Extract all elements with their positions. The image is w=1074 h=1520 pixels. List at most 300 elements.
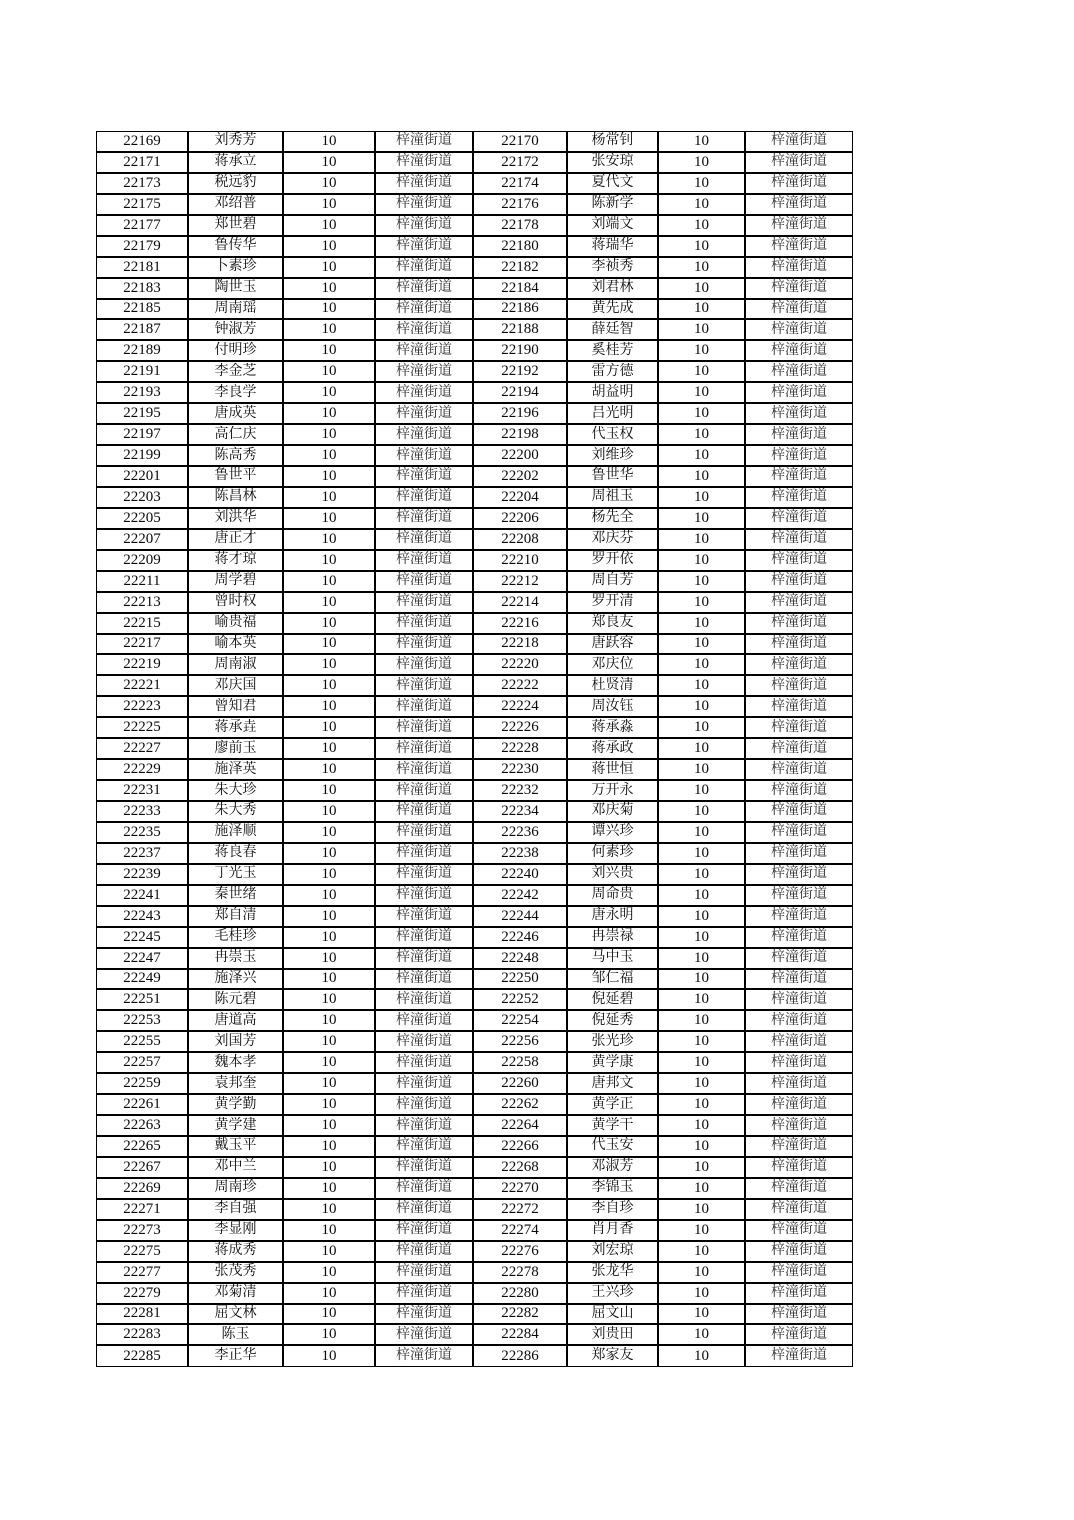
cell-value: 10 xyxy=(658,571,745,592)
cell-id: 22277 xyxy=(96,1262,188,1283)
cell-district: 梓潼街道 xyxy=(745,613,853,634)
cell-name: 曾时权 xyxy=(188,592,283,613)
cell-value: 10 xyxy=(658,1345,745,1367)
cell-id: 22255 xyxy=(96,1031,188,1052)
cell-district: 梓潼街道 xyxy=(375,194,473,215)
cell-name: 周学碧 xyxy=(188,571,283,592)
cell-value: 10 xyxy=(658,738,745,759)
cell-id: 22232 xyxy=(473,780,567,801)
cell-name: 屈文山 xyxy=(567,1304,658,1325)
table-row xyxy=(96,738,853,759)
cell-value: 10 xyxy=(283,1241,375,1262)
cell-value: 10 xyxy=(283,1304,375,1325)
cell-district: 梓潼街道 xyxy=(745,152,853,173)
cell-name: 唐正才 xyxy=(188,529,283,550)
table-row xyxy=(96,948,853,969)
cell-id: 22193 xyxy=(96,382,188,403)
cell-district: 梓潼街道 xyxy=(745,1178,853,1199)
table-row xyxy=(96,1073,853,1094)
cell-value: 10 xyxy=(283,131,375,152)
cell-name: 李正华 xyxy=(188,1345,283,1367)
cell-value: 10 xyxy=(283,885,375,906)
table-row xyxy=(96,173,853,194)
cell-id: 22177 xyxy=(96,215,188,236)
cell-value: 10 xyxy=(658,948,745,969)
cell-name: 蒋成秀 xyxy=(188,1241,283,1262)
cell-district: 梓潼街道 xyxy=(745,927,853,948)
cell-district: 梓潼街道 xyxy=(375,717,473,738)
cell-district: 梓潼街道 xyxy=(375,1220,473,1241)
cell-district: 梓潼街道 xyxy=(375,1178,473,1199)
cell-id: 22261 xyxy=(96,1094,188,1115)
cell-value: 10 xyxy=(283,382,375,403)
cell-value: 10 xyxy=(283,1157,375,1178)
table-row xyxy=(96,1220,853,1241)
cell-value: 10 xyxy=(283,403,375,424)
cell-value: 10 xyxy=(658,989,745,1010)
cell-name: 冉崇禄 xyxy=(567,927,658,948)
cell-value: 10 xyxy=(658,1031,745,1052)
cell-id: 22234 xyxy=(473,801,567,822)
cell-district: 梓潼街道 xyxy=(745,1136,853,1157)
cell-district: 梓潼街道 xyxy=(375,152,473,173)
cell-id: 22244 xyxy=(473,906,567,927)
cell-name: 郑自清 xyxy=(188,906,283,927)
cell-value: 10 xyxy=(283,675,375,696)
cell-id: 22221 xyxy=(96,675,188,696)
cell-value: 10 xyxy=(658,696,745,717)
cell-name: 张光珍 xyxy=(567,1031,658,1052)
cell-id: 22183 xyxy=(96,278,188,299)
cell-district: 梓潼街道 xyxy=(745,466,853,487)
cell-id: 22182 xyxy=(473,257,567,278)
cell-name: 邓庆位 xyxy=(567,654,658,675)
table-row xyxy=(96,1283,853,1304)
cell-district: 梓潼街道 xyxy=(375,319,473,340)
cell-district: 梓潼街道 xyxy=(375,696,473,717)
cell-name: 倪延碧 xyxy=(567,989,658,1010)
table-row xyxy=(96,529,853,550)
cell-id: 22281 xyxy=(96,1304,188,1325)
cell-id: 22254 xyxy=(473,1010,567,1031)
table-row xyxy=(96,1324,853,1345)
cell-name: 刘贵田 xyxy=(567,1324,658,1345)
cell-district: 梓潼街道 xyxy=(745,571,853,592)
cell-value: 10 xyxy=(658,1241,745,1262)
table-row xyxy=(96,801,853,822)
cell-value: 10 xyxy=(283,759,375,780)
cell-name: 邓庆国 xyxy=(188,675,283,696)
cell-id: 22222 xyxy=(473,675,567,696)
cell-id: 22283 xyxy=(96,1324,188,1345)
cell-district: 梓潼街道 xyxy=(375,278,473,299)
cell-value: 10 xyxy=(283,592,375,613)
table-row xyxy=(96,382,853,403)
cell-name: 卜素珍 xyxy=(188,257,283,278)
cell-id: 22200 xyxy=(473,445,567,466)
cell-value: 10 xyxy=(658,780,745,801)
cell-district: 梓潼街道 xyxy=(375,927,473,948)
cell-name: 蒋承立 xyxy=(188,152,283,173)
cell-value: 10 xyxy=(658,801,745,822)
cell-district: 梓潼街道 xyxy=(375,403,473,424)
cell-id: 22269 xyxy=(96,1178,188,1199)
cell-name: 邓菊清 xyxy=(188,1283,283,1304)
cell-name: 刘宏琼 xyxy=(567,1241,658,1262)
cell-district: 梓潼街道 xyxy=(375,257,473,278)
cell-value: 10 xyxy=(283,738,375,759)
cell-id: 22174 xyxy=(473,173,567,194)
cell-name: 代玉安 xyxy=(567,1136,658,1157)
cell-district: 梓潼街道 xyxy=(745,278,853,299)
table-row xyxy=(96,1052,853,1073)
cell-district: 梓潼街道 xyxy=(745,1304,853,1325)
table-row xyxy=(96,634,853,655)
cell-value: 10 xyxy=(283,654,375,675)
cell-name: 刘秀芳 xyxy=(188,131,283,152)
cell-id: 22248 xyxy=(473,948,567,969)
cell-district: 梓潼街道 xyxy=(745,696,853,717)
cell-district: 梓潼街道 xyxy=(745,969,853,990)
cell-district: 梓潼街道 xyxy=(745,382,853,403)
table-row xyxy=(96,906,853,927)
cell-id: 22219 xyxy=(96,654,188,675)
cell-district: 梓潼街道 xyxy=(745,236,853,257)
cell-name: 邓庆芬 xyxy=(567,529,658,550)
cell-value: 10 xyxy=(283,1010,375,1031)
cell-name: 唐邦文 xyxy=(567,1073,658,1094)
cell-id: 22189 xyxy=(96,340,188,361)
cell-district: 梓潼街道 xyxy=(375,550,473,571)
cell-name: 邓庆菊 xyxy=(567,801,658,822)
table-row xyxy=(96,1241,853,1262)
cell-name: 马中玉 xyxy=(567,948,658,969)
cell-district: 梓潼街道 xyxy=(375,299,473,320)
cell-district: 梓潼街道 xyxy=(745,319,853,340)
cell-id: 22192 xyxy=(473,361,567,382)
cell-district: 梓潼街道 xyxy=(745,1010,853,1031)
cell-id: 22266 xyxy=(473,1136,567,1157)
cell-value: 10 xyxy=(283,1220,375,1241)
table-row xyxy=(96,508,853,529)
cell-district: 梓潼街道 xyxy=(745,487,853,508)
cell-id: 22227 xyxy=(96,738,188,759)
cell-value: 10 xyxy=(283,634,375,655)
cell-value: 10 xyxy=(283,508,375,529)
cell-id: 22231 xyxy=(96,780,188,801)
roster-table-container xyxy=(96,131,853,1367)
cell-district: 梓潼街道 xyxy=(375,445,473,466)
cell-id: 22242 xyxy=(473,885,567,906)
cell-id: 22194 xyxy=(473,382,567,403)
cell-value: 10 xyxy=(283,319,375,340)
cell-id: 22214 xyxy=(473,592,567,613)
cell-value: 10 xyxy=(658,1304,745,1325)
cell-name: 李祯秀 xyxy=(567,257,658,278)
cell-id: 22211 xyxy=(96,571,188,592)
cell-district: 梓潼街道 xyxy=(375,1283,473,1304)
cell-value: 10 xyxy=(283,299,375,320)
cell-id: 22285 xyxy=(96,1345,188,1367)
cell-id: 22270 xyxy=(473,1178,567,1199)
cell-id: 22247 xyxy=(96,948,188,969)
cell-value: 10 xyxy=(658,445,745,466)
cell-name: 谭兴珍 xyxy=(567,822,658,843)
cell-id: 22274 xyxy=(473,1220,567,1241)
cell-name: 鲁世华 xyxy=(567,466,658,487)
cell-district: 梓潼街道 xyxy=(745,1283,853,1304)
table-row xyxy=(96,843,853,864)
cell-value: 10 xyxy=(658,215,745,236)
table-row xyxy=(96,403,853,424)
cell-id: 22170 xyxy=(473,131,567,152)
cell-name: 夏代文 xyxy=(567,173,658,194)
cell-district: 梓潼街道 xyxy=(745,340,853,361)
cell-name: 鲁世平 xyxy=(188,466,283,487)
cell-id: 22225 xyxy=(96,717,188,738)
cell-value: 10 xyxy=(283,236,375,257)
cell-name: 郑世碧 xyxy=(188,215,283,236)
cell-id: 22276 xyxy=(473,1241,567,1262)
cell-district: 梓潼街道 xyxy=(375,1052,473,1073)
table-row xyxy=(96,1010,853,1031)
cell-name: 屈文林 xyxy=(188,1304,283,1325)
cell-name: 黄学康 xyxy=(567,1052,658,1073)
cell-name: 刘国芳 xyxy=(188,1031,283,1052)
cell-value: 10 xyxy=(658,1115,745,1136)
cell-district: 梓潼街道 xyxy=(375,215,473,236)
cell-district: 梓潼街道 xyxy=(745,1052,853,1073)
cell-name: 罗开依 xyxy=(567,550,658,571)
table-row xyxy=(96,927,853,948)
cell-id: 22262 xyxy=(473,1094,567,1115)
cell-id: 22264 xyxy=(473,1115,567,1136)
table-row xyxy=(96,152,853,173)
cell-district: 梓潼街道 xyxy=(375,613,473,634)
cell-value: 10 xyxy=(658,236,745,257)
cell-district: 梓潼街道 xyxy=(375,822,473,843)
table-row xyxy=(96,1345,853,1367)
cell-district: 梓潼街道 xyxy=(745,173,853,194)
cell-name: 周自芳 xyxy=(567,571,658,592)
cell-district: 梓潼街道 xyxy=(375,906,473,927)
cell-district: 梓潼街道 xyxy=(745,822,853,843)
cell-value: 10 xyxy=(283,1199,375,1220)
cell-name: 李显刚 xyxy=(188,1220,283,1241)
cell-id: 22215 xyxy=(96,613,188,634)
cell-district: 梓潼街道 xyxy=(745,634,853,655)
cell-value: 10 xyxy=(283,1283,375,1304)
cell-id: 22251 xyxy=(96,989,188,1010)
cell-name: 朱大珍 xyxy=(188,780,283,801)
cell-district: 梓潼街道 xyxy=(745,529,853,550)
cell-id: 22249 xyxy=(96,969,188,990)
cell-name: 施泽英 xyxy=(188,759,283,780)
cell-name: 吕光明 xyxy=(567,403,658,424)
cell-name: 陈新学 xyxy=(567,194,658,215)
cell-id: 22181 xyxy=(96,257,188,278)
cell-value: 10 xyxy=(658,319,745,340)
cell-district: 梓潼街道 xyxy=(375,654,473,675)
cell-district: 梓潼街道 xyxy=(375,131,473,152)
table-row xyxy=(96,278,853,299)
cell-value: 10 xyxy=(283,257,375,278)
cell-name: 周南淑 xyxy=(188,654,283,675)
table-row xyxy=(96,822,853,843)
cell-district: 梓潼街道 xyxy=(375,1136,473,1157)
cell-value: 10 xyxy=(658,361,745,382)
cell-name: 陈元碧 xyxy=(188,989,283,1010)
cell-id: 22220 xyxy=(473,654,567,675)
cell-value: 10 xyxy=(283,487,375,508)
cell-value: 10 xyxy=(658,1324,745,1345)
cell-value: 10 xyxy=(283,424,375,445)
cell-name: 张安琼 xyxy=(567,152,658,173)
cell-district: 梓潼街道 xyxy=(375,969,473,990)
cell-value: 10 xyxy=(658,550,745,571)
cell-district: 梓潼街道 xyxy=(375,1031,473,1052)
cell-name: 喻本英 xyxy=(188,634,283,655)
cell-name: 唐永明 xyxy=(567,906,658,927)
table-row xyxy=(96,759,853,780)
cell-id: 22240 xyxy=(473,864,567,885)
cell-name: 袁邦奎 xyxy=(188,1073,283,1094)
table-row xyxy=(96,1178,853,1199)
cell-district: 梓潼街道 xyxy=(375,885,473,906)
cell-name: 丁光玉 xyxy=(188,864,283,885)
cell-id: 22282 xyxy=(473,1304,567,1325)
cell-name: 付明珍 xyxy=(188,340,283,361)
cell-district: 梓潼街道 xyxy=(375,340,473,361)
cell-value: 10 xyxy=(283,529,375,550)
cell-name: 郑良友 xyxy=(567,613,658,634)
cell-district: 梓潼街道 xyxy=(375,989,473,1010)
cell-id: 22203 xyxy=(96,487,188,508)
cell-id: 22175 xyxy=(96,194,188,215)
cell-id: 22235 xyxy=(96,822,188,843)
cell-district: 梓潼街道 xyxy=(745,592,853,613)
cell-id: 22229 xyxy=(96,759,188,780)
cell-value: 10 xyxy=(658,969,745,990)
cell-id: 22201 xyxy=(96,466,188,487)
cell-district: 梓潼街道 xyxy=(745,403,853,424)
table-row xyxy=(96,1094,853,1115)
cell-district: 梓潼街道 xyxy=(375,738,473,759)
cell-value: 10 xyxy=(283,1094,375,1115)
cell-name: 周祖玉 xyxy=(567,487,658,508)
cell-name: 倪延秀 xyxy=(567,1010,658,1031)
cell-name: 蒋瑞华 xyxy=(567,236,658,257)
cell-id: 22238 xyxy=(473,843,567,864)
cell-name: 税远豹 xyxy=(188,173,283,194)
cell-value: 10 xyxy=(658,340,745,361)
cell-value: 10 xyxy=(658,1283,745,1304)
cell-value: 10 xyxy=(283,340,375,361)
cell-value: 10 xyxy=(283,466,375,487)
table-row xyxy=(96,1262,853,1283)
cell-name: 廖前玉 xyxy=(188,738,283,759)
cell-value: 10 xyxy=(658,1136,745,1157)
cell-district: 梓潼街道 xyxy=(375,382,473,403)
cell-value: 10 xyxy=(283,1073,375,1094)
cell-id: 22237 xyxy=(96,843,188,864)
cell-district: 梓潼街道 xyxy=(745,654,853,675)
cell-district: 梓潼街道 xyxy=(375,173,473,194)
cell-district: 梓潼街道 xyxy=(375,759,473,780)
cell-id: 22239 xyxy=(96,864,188,885)
cell-district: 梓潼街道 xyxy=(745,1262,853,1283)
cell-id: 22258 xyxy=(473,1052,567,1073)
cell-district: 梓潼街道 xyxy=(375,571,473,592)
cell-district: 梓潼街道 xyxy=(745,989,853,1010)
cell-name: 朱大秀 xyxy=(188,801,283,822)
cell-district: 梓潼街道 xyxy=(375,1324,473,1345)
table-row xyxy=(96,654,853,675)
cell-id: 22265 xyxy=(96,1136,188,1157)
table-row xyxy=(96,550,853,571)
cell-name: 杨常钊 xyxy=(567,131,658,152)
cell-name: 黄先成 xyxy=(567,299,658,320)
cell-name: 刘兴贵 xyxy=(567,864,658,885)
cell-name: 刘洪华 xyxy=(188,508,283,529)
cell-value: 10 xyxy=(283,361,375,382)
cell-district: 梓潼街道 xyxy=(375,1157,473,1178)
cell-value: 10 xyxy=(658,1220,745,1241)
cell-id: 22275 xyxy=(96,1241,188,1262)
table-row xyxy=(96,675,853,696)
cell-district: 梓潼街道 xyxy=(745,759,853,780)
cell-id: 22223 xyxy=(96,696,188,717)
cell-id: 22169 xyxy=(96,131,188,152)
cell-name: 刘端文 xyxy=(567,215,658,236)
cell-name: 施泽顺 xyxy=(188,822,283,843)
cell-value: 10 xyxy=(658,1052,745,1073)
cell-name: 李锦玉 xyxy=(567,1178,658,1199)
table-row xyxy=(96,236,853,257)
cell-id: 22186 xyxy=(473,299,567,320)
cell-name: 陈高秀 xyxy=(188,445,283,466)
cell-value: 10 xyxy=(283,1324,375,1345)
cell-name: 周命贵 xyxy=(567,885,658,906)
cell-id: 22280 xyxy=(473,1283,567,1304)
cell-name: 胡益明 xyxy=(567,382,658,403)
cell-value: 10 xyxy=(658,1010,745,1031)
cell-district: 梓潼街道 xyxy=(745,424,853,445)
cell-district: 梓潼街道 xyxy=(375,529,473,550)
cell-value: 10 xyxy=(283,550,375,571)
cell-district: 梓潼街道 xyxy=(375,1073,473,1094)
cell-district: 梓潼街道 xyxy=(745,885,853,906)
cell-id: 22279 xyxy=(96,1283,188,1304)
cell-value: 10 xyxy=(283,948,375,969)
cell-id: 22284 xyxy=(473,1324,567,1345)
cell-district: 梓潼街道 xyxy=(375,634,473,655)
cell-district: 梓潼街道 xyxy=(745,717,853,738)
cell-name: 刘维珍 xyxy=(567,445,658,466)
cell-value: 10 xyxy=(283,194,375,215)
cell-value: 10 xyxy=(283,843,375,864)
cell-id: 22250 xyxy=(473,969,567,990)
table-row xyxy=(96,696,853,717)
cell-value: 10 xyxy=(283,445,375,466)
cell-district: 梓潼街道 xyxy=(745,361,853,382)
cell-district: 梓潼街道 xyxy=(745,299,853,320)
cell-name: 代玉权 xyxy=(567,424,658,445)
cell-value: 10 xyxy=(283,1136,375,1157)
cell-name: 黄学正 xyxy=(567,1094,658,1115)
cell-value: 10 xyxy=(283,969,375,990)
cell-district: 梓潼街道 xyxy=(375,1010,473,1031)
